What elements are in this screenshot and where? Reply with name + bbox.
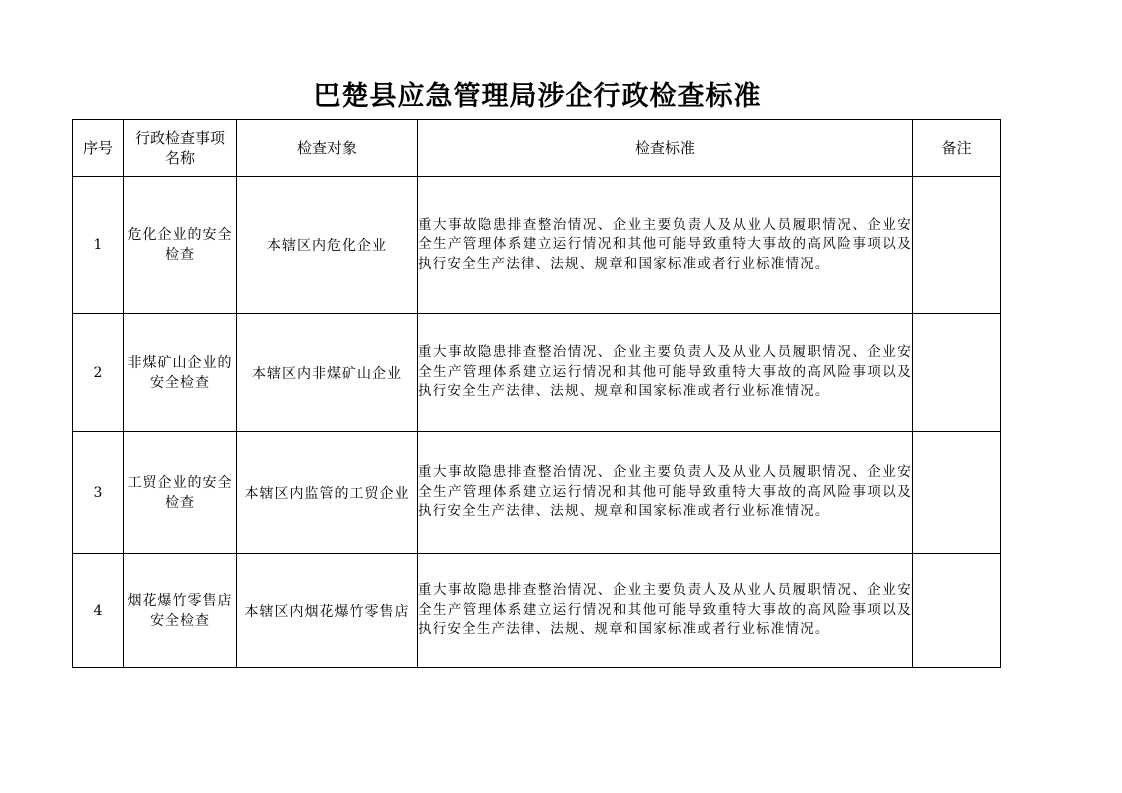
table-row	[73, 554, 1001, 668]
row-seq: 4	[73, 554, 124, 668]
row-target: 本辖区内烟花爆竹零售店	[237, 554, 418, 668]
row-item-name: 烟花爆竹零售店安全检查	[124, 554, 237, 668]
inspection-standards-table	[72, 119, 1001, 668]
row-item-name: 工贸企业的安全检查	[124, 432, 237, 554]
table-row	[73, 177, 1001, 314]
table-row	[73, 432, 1001, 554]
row-seq: 1	[73, 177, 124, 314]
header-target: 检查对象	[237, 120, 418, 177]
header-item-name: 行政检查事项名称	[124, 120, 237, 177]
header-standard: 检查标准	[418, 120, 913, 177]
row-item-name: 危化企业的安全检查	[124, 177, 237, 314]
row-standard: 重大事故隐患排查整治情况、企业主要负责人及从业人员履职情况、企业安全生产管理体系建立运行情况和其他可能导致重特大事故的高风险事项以及执行安全生产法律、法规、规章和国家标准或者行业标准情况。	[418, 314, 913, 432]
table-header-row	[73, 120, 1001, 177]
header-seq: 序号	[73, 120, 124, 177]
row-target: 本辖区内危化企业	[237, 177, 418, 314]
row-standard: 重大事故隐患排查整治情况、企业主要负责人及从业人员履职情况、企业安全生产管理体系建立运行情况和其他可能导致重特大事故的高风险事项以及执行安全生产法律、法规、规章和国家标准或者行业标准情况。	[418, 177, 913, 314]
row-remark	[913, 314, 1001, 432]
row-remark	[913, 177, 1001, 314]
row-target: 本辖区内监管的工贸企业	[237, 432, 418, 554]
header-remark: 备注	[913, 120, 1001, 177]
row-remark	[913, 432, 1001, 554]
row-remark	[913, 554, 1001, 668]
table-row	[73, 314, 1001, 432]
row-target: 本辖区内非煤矿山企业	[237, 314, 418, 432]
row-seq: 3	[73, 432, 124, 554]
row-standard: 重大事故隐患排查整治情况、企业主要负责人及从业人员履职情况、企业安全生产管理体系建立运行情况和其他可能导致重特大事故的高风险事项以及执行安全生产法律、法规、规章和国家标准或者行业标准情况。	[418, 554, 913, 668]
page-title: 巴楚县应急管理局涉企行政检查标准	[313, 81, 762, 112]
row-standard: 重大事故隐患排查整治情况、企业主要负责人及从业人员履职情况、企业安全生产管理体系建立运行情况和其他可能导致重特大事故的高风险事项以及执行安全生产法律、法规、规章和国家标准或者行业标准情况。	[418, 432, 913, 554]
row-seq: 2	[73, 314, 124, 432]
row-item-name: 非煤矿山企业的安全检查	[124, 314, 237, 432]
